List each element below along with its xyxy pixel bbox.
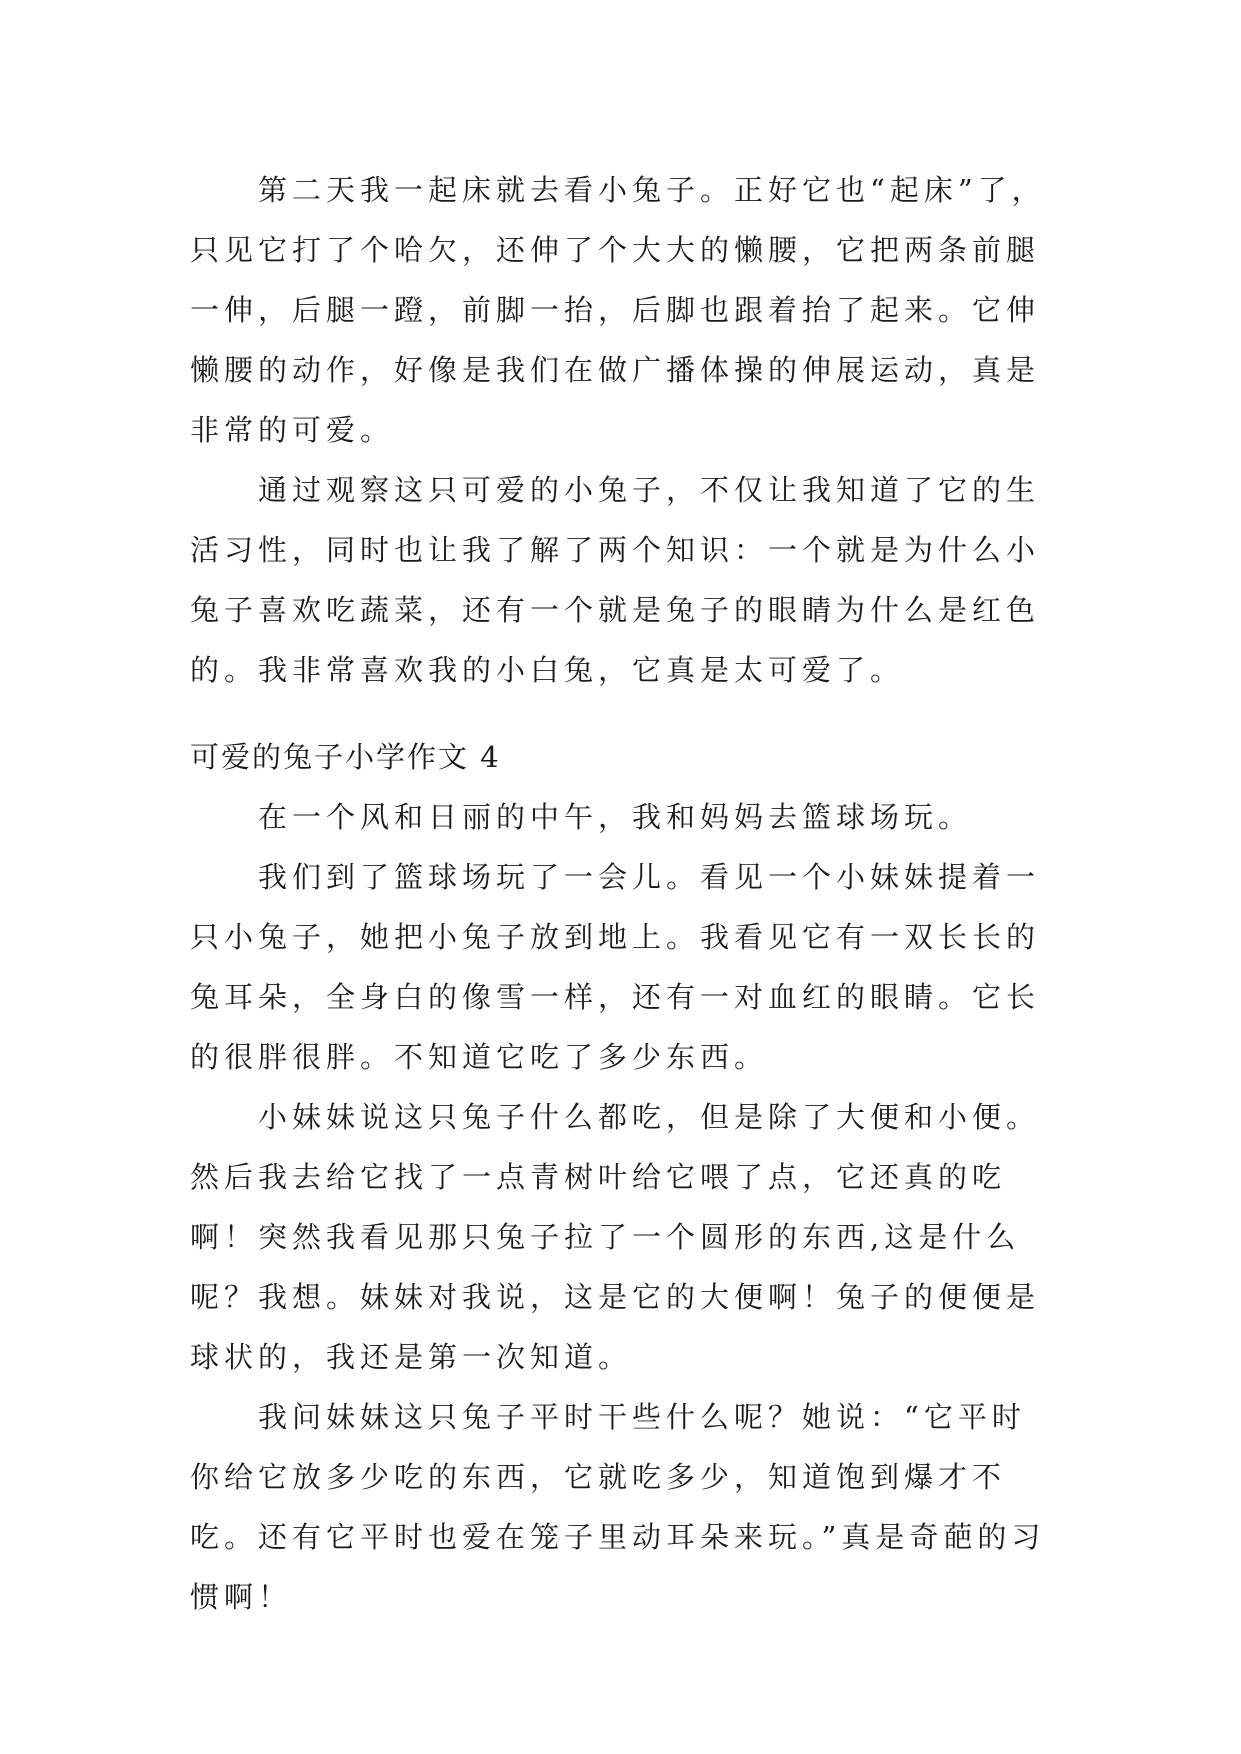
paragraph: 小妹妹说这只兔子什么都吃，但是除了大便和小便。然后我去给它找了一点青树叶给它喂了点，它还真的吃啊！突然我看见那只兔子拉了一个圆形的东西,这是什么呢？我想。妹妹对我说，这是它的大便啊！兔子的便便是球状的，我还是第一次知道。 <box>190 1100 1041 1374</box>
paragraph: 通过观察这只可爱的小兔子，不仅让我知道了它的生活习性，同时也让我了解了两个知识：一个就是为什么小兔子喜欢吃蔬菜，还有一个就是兔子的眼睛为什么是红色的。我非常喜欢我的小白兔，它真是太可爱了。 <box>190 473 1041 687</box>
section-1 <box>190 160 1050 700</box>
paragraph: 在一个风和日丽的中午，我和妈妈去篮球场玩。 <box>258 800 973 834</box>
paragraph: 第二天我一起床就去看小兔子。正好它也“起床”了，只见它打了个哈欠，还伸了个大大的懒腰，它把两条前腿一伸，后腿一蹬，前脚一抬，后脚也跟着抬了起来。它伸懒腰的动作，好像是我们在做广播体操的伸展运动，真是非常的可爱。 <box>190 173 1046 447</box>
essay-title: 可爱的兔子小学作文 4 <box>190 740 501 774</box>
paragraph: 我们到了篮球场玩了一会儿。看见一个小妹妹提着一只小兔子，她把小兔子放到地上。我看见它有一双长长的兔耳朵，全身白的像雪一样，还有一对血红的眼睛。它长的很胖很胖。不知道它吃了多少东西。 <box>190 860 1041 1074</box>
section-2 <box>190 727 1050 1627</box>
paragraph: 我问妹妹这只兔子平时干些什么呢？她说：“它平时你给它放多少吃的东西，它就吃多少，知道饱到爆才不吃。还有它平时也爱在笼子里动耳朵来玩。”真是奇葩的习惯啊！ <box>190 1400 1046 1614</box>
